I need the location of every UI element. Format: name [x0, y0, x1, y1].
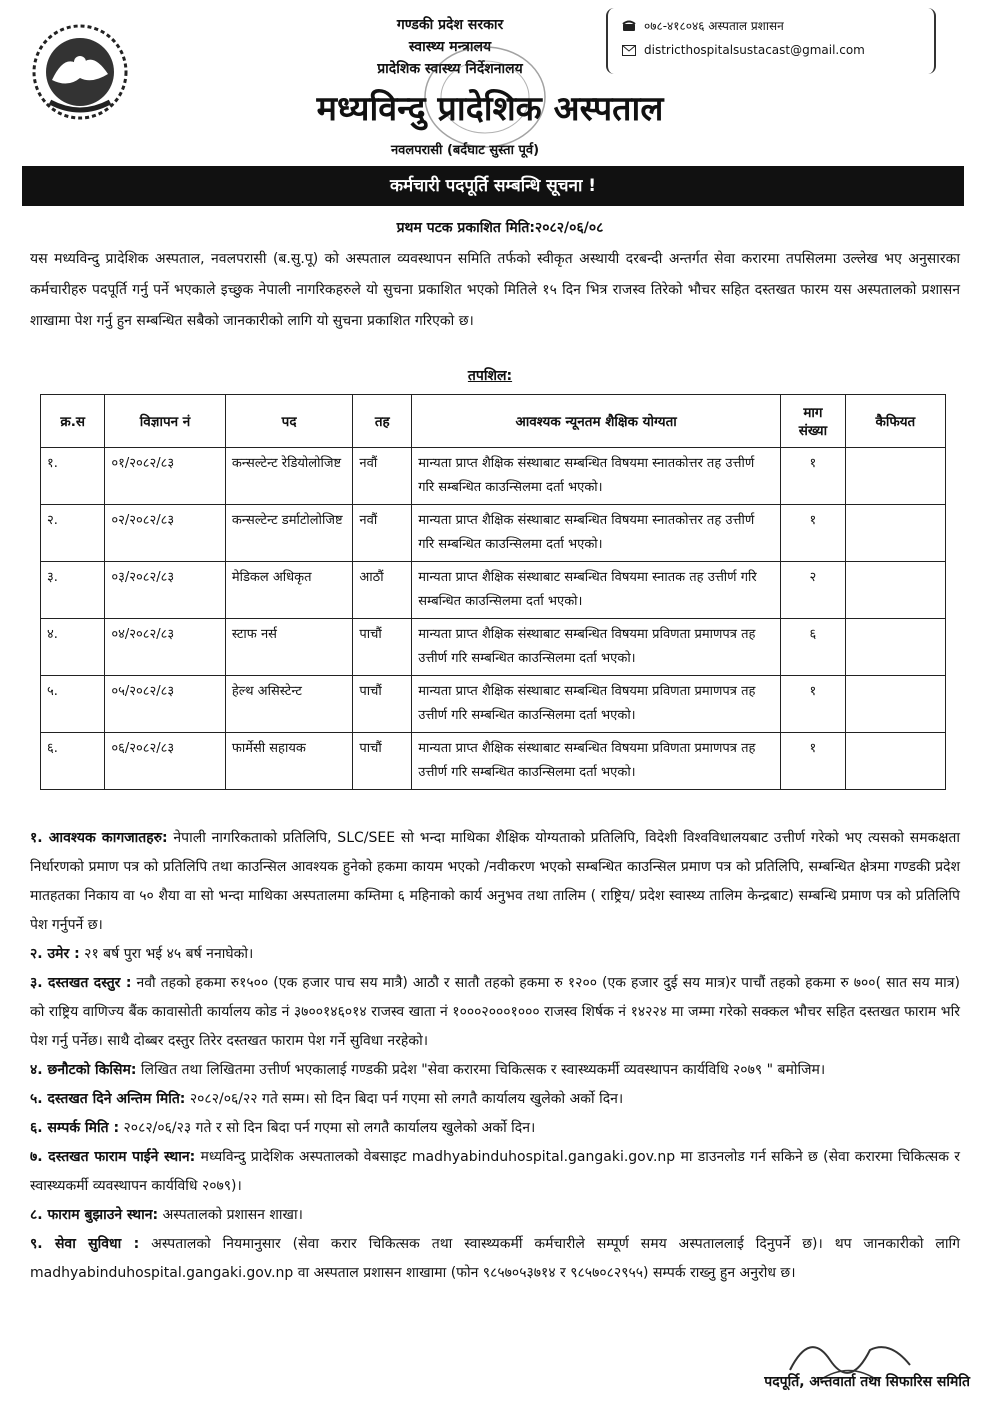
- cell-post: हेल्थ असिस्टेन्ट: [225, 676, 353, 733]
- committee-signature: पदपूर्ति, अन्तवार्ता तथा सिफारिस समिति: [764, 1374, 970, 1390]
- cell-demand: ६: [781, 619, 846, 676]
- notice-banner: कर्मचारी पदपूर्ति सम्बन्धि सूचना !: [22, 166, 964, 206]
- cell-remarks: [845, 619, 945, 676]
- cell-remarks: [845, 562, 945, 619]
- cell-serial: १.: [41, 448, 105, 505]
- cell-qualification: मान्यता प्राप्त शैक्षिक संस्थाबाट सम्बन्धित विषयमा स्नातक तह उत्तीर्ण गरि सम्बन्धित काउन्सिलमा दर्ता भएको।: [412, 562, 781, 619]
- cell-level: नवौं: [353, 505, 412, 562]
- hospital-name: मध्यविन्दु प्रादेशिक अस्पताल: [316, 89, 664, 129]
- note-label: १. आवश्यक कागजातहरु:: [30, 830, 168, 846]
- cell-level: नवौं: [353, 448, 412, 505]
- phone-text: ०७८-४१८०४६ अस्पताल प्रशासन: [644, 19, 784, 33]
- header-remarks: कैफियत: [845, 395, 945, 448]
- table-row: [41, 619, 946, 676]
- gov-line-province: गण्डकी प्रदेश सरकार: [396, 17, 504, 33]
- email-text: districthospitalsustacast@gmail.com: [644, 43, 865, 57]
- cell-demand: १: [781, 448, 846, 505]
- table-row: [41, 505, 946, 562]
- cell-post: स्टाफ नर्स: [225, 619, 353, 676]
- note-text: नवौ तहको हकमा रु१५०० (एक हजार पाच सय मात्रै) आठौ र सातौ तहको हकमा रु १२०० (एक हजार दुई सय मात्र)र पाचौं तहको हकमा रु ७००( सात सय मात्र) को राष्ट्रिय वाणिज्य बैंक कावासोती कार्यालय कोड नं ३७००१४६०१४ राजस्व खाता नं १०००२०००१००० राजस्व शिर्षक नं १४२२४ मा जम्मा गरेको सक्कल भौचर सहित दस्तखत फाराम भरि पेश गर्नु पर्नेछ। साथै दोब्बर दस्तुर तिरेर दस्तखत फाराम पेश गर्ने सुविधा नरहेको।: [30, 975, 960, 1049]
- published-date: प्रथम पटक प्रकाशित मिति:२०८२/०६/०८: [396, 220, 604, 236]
- note-text: २१ बर्ष पुरा भई ४५ बर्ष ननाघेको।: [79, 946, 254, 962]
- cell-demand: १: [781, 733, 846, 790]
- gov-line-ministry: स्वास्थ्य मन्त्रालय: [408, 39, 492, 55]
- table-row: [41, 448, 946, 505]
- phone-row: [622, 14, 920, 38]
- cell-advertisement-no: ०३/२०८२/८३: [105, 562, 226, 619]
- cell-serial: २.: [41, 505, 105, 562]
- table-header-row: [41, 395, 946, 448]
- note-documents: [30, 824, 960, 940]
- note-text: नेपाली नागरिकताको प्रतिलिपि, SLC/SEE सो भन्दा माथिका शैक्षिक योग्यताको प्रतिलिपि, विदेशी विश्वविधालयबाट उत्तीर्ण गरेको भए त्यसको समकक्षता निर्धारणको प्रमाण पत्र को प्रतिलिपि तथा काउन्सिल आवश्यक हुनेको हकमा कायम भएको /नवीकरण भएको सम्बन्धित काउन्सिल प्रमाण पत्र को प्रतिलिपि, सम्बन्धित क्षेत्रमा गण्डकी प्रदेश मातहतका निकाय वा ५० शैया वा सो भन्दा माथिका अस्पतालमा कम्तिमा ६ महिनाको कार्य अनुभव तथा तालिम ( राष्ट्रिय/ प्रदेश स्वास्थ्य तालिम केन्द्रबाट) सम्बन्धि प्रमाण पत्र को प्रतिलिपि पेश गर्नुपर्ने छ।: [30, 830, 961, 933]
- cell-serial: ४.: [41, 619, 105, 676]
- note-label: ६. सम्पर्क मिति :: [30, 1120, 120, 1136]
- cell-level: पाचौं: [353, 619, 412, 676]
- intro-paragraph: यस मध्यविन्दु प्रादेशिक अस्पताल, नवलपरासी (ब.सु.पू) को अस्पताल व्यवस्थापन समिति तर्फको स्वीकृत अस्थायी दरबन्दी अन्तर्गत सेवा करारमा तपसिलमा उल्लेख भए अनुसारका कर्मचारीहरु पदपूर्ति गर्नु पर्ने भएकाले इच्छुक नेपाली नागरिकहरुले यो सुचना प्रकाशित भएको मितिले १५ दिन भित्र राजस्व तिरेको भौचर सहित दस्तखत फारम यस अस्पतालको प्रशासन शाखामा पेश गर्नु हुन सम्बन्धित सबैको जानकारीको लागि यो सुचना प्रकाशित गरिएको छ।: [30, 251, 960, 329]
- cell-qualification: मान्यता प्राप्त शैक्षिक संस्थाबाट सम्बन्धित विषयमा स्नातकोत्तर तह उत्तीर्ण गरि सम्बन्धित काउन्सिलमा दर्ता भएको।: [412, 505, 781, 562]
- header-level: तह: [353, 395, 412, 448]
- note-text: २०८२/०६/२२ गते सम्म। सो दिन बिदा पर्न गएमा सो लगतै कार्यालय खुलेको अर्को दिन।: [185, 1091, 624, 1107]
- table-row: [41, 562, 946, 619]
- envelope-icon: [622, 45, 636, 56]
- gov-line-directorate: प्रादेशिक स्वास्थ्य निर्देशनालय: [377, 61, 523, 77]
- header-serial: क्र.स: [41, 395, 105, 448]
- note-text: अस्पतालको नियमानुसार (सेवा करार चिकित्सक तथा स्वास्थ्यकर्मी कर्मचारीले सम्पूर्ण समय अस्पताललाई दिनुपर्ने छ)। थप जानकारीको लागि madhyabinduhospital.gangaki.gov.np वा अस्पताल प्रशासन शाखामा (फोन ९८५७०५३७१४ र ९८५७०८२९५५) सम्पर्क राख्नु हुन अनुरोध छ।: [30, 1236, 960, 1281]
- cell-level: पाचौं: [353, 676, 412, 733]
- cell-demand: १: [781, 676, 846, 733]
- note-age: [30, 940, 960, 969]
- cell-post: कन्सल्टेन्ट डर्माटोलोजिष्ट: [225, 505, 353, 562]
- cell-advertisement-no: ०२/२०८२/८३: [105, 505, 226, 562]
- cell-post: मेडिकल अधिकृत: [225, 562, 353, 619]
- cell-advertisement-no: ०५/२०८२/८३: [105, 676, 226, 733]
- email-row: [622, 38, 920, 62]
- notes-section: [30, 824, 960, 1288]
- cell-advertisement-no: ०६/२०८२/८३: [105, 733, 226, 790]
- note-label: ३. दस्तखत दस्तुर :: [30, 975, 132, 991]
- note-deadline: [30, 1085, 960, 1114]
- note-submission-place: [30, 1201, 960, 1230]
- cell-remarks: [845, 676, 945, 733]
- header-demand: माग संख्या: [781, 395, 846, 448]
- phone-icon: [622, 20, 636, 32]
- cell-advertisement-no: ०४/२०८२/८३: [105, 619, 226, 676]
- cell-qualification: मान्यता प्राप्त शैक्षिक संस्थाबाट सम्बन्धित विषयमा प्रविणता प्रमाणपत्र तह उत्तीर्ण गरि सम्बन्धित काउन्सिलमा दर्ता भएको।: [412, 619, 781, 676]
- contact-box: [606, 8, 936, 74]
- note-text: अस्पतालको प्रशासन शाखा।: [158, 1207, 303, 1223]
- nepal-emblem-icon: [30, 22, 130, 122]
- schedule-title: तपशिल:: [467, 368, 513, 384]
- note-label: ४. छनौटको किसिम:: [30, 1062, 137, 1078]
- cell-level: आठौं: [353, 562, 412, 619]
- cell-remarks: [845, 733, 945, 790]
- note-text: मध्यविन्दु प्रादेशिक अस्पतालको वेबसाइट madhyabinduhospital.gangaki.gov.np मा डाउनलोड गर्न सकिने छ (सेवा करारमा चिकित्सक र स्वास्थ्यकर्मी व्यवस्थापन कार्यविधि २०७९)।: [30, 1149, 961, 1194]
- cell-serial: ३.: [41, 562, 105, 619]
- note-label: ५. दस्तखत दिने अन्तिम मिति:: [30, 1091, 186, 1107]
- cell-remarks: [845, 505, 945, 562]
- cell-serial: ५.: [41, 676, 105, 733]
- note-selection: [30, 1056, 960, 1085]
- note-fee: [30, 969, 960, 1056]
- note-text: लिखित तथा लिखितमा उत्तीर्ण भएकालाई गण्डकी प्रदेश "सेवा करारमा चिकित्सक र स्वास्थ्यकर्मी व्यवस्थापन कार्यविधि २०७९ " बमोजिम।: [136, 1062, 826, 1078]
- header-qualification: आवश्यक न्यूनतम शैक्षिक योग्यता: [412, 395, 781, 448]
- cell-post: कन्सल्टेन्ट रेडियोलोजिष्ट: [225, 448, 353, 505]
- table-row: [41, 676, 946, 733]
- cell-qualification: मान्यता प्राप्त शैक्षिक संस्थाबाट सम्बन्धित विषयमा प्रविणता प्रमाणपत्र तह उत्तीर्ण गरि सम्बन्धित काउन्सिलमा दर्ता भएको।: [412, 733, 781, 790]
- vacancy-table: [40, 394, 946, 790]
- note-form-source: [30, 1143, 960, 1201]
- header-post: पद: [225, 395, 353, 448]
- cell-demand: २: [781, 562, 846, 619]
- cell-post: फार्मेसी सहायक: [225, 733, 353, 790]
- table-row: [41, 733, 946, 790]
- note-facilities: [30, 1230, 960, 1288]
- cell-remarks: [845, 448, 945, 505]
- header-advertisement-no: विज्ञापन नं: [105, 395, 226, 448]
- note-label: ७. दस्तखत फाराम पाईने स्थान:: [30, 1149, 196, 1165]
- cell-qualification: मान्यता प्राप्त शैक्षिक संस्थाबाट सम्बन्धित विषयमा स्नातकोत्तर तह उत्तीर्ण गरि सम्बन्धित काउन्सिलमा दर्ता भएको।: [412, 448, 781, 505]
- hospital-location: नवलपरासी (बर्दघाट सुस्ता पूर्व): [390, 143, 540, 158]
- cell-qualification: मान्यता प्राप्त शैक्षिक संस्थाबाट सम्बन्धित विषयमा प्रविणता प्रमाणपत्र तह उत्तीर्ण गरि सम्बन्धित काउन्सिलमा दर्ता भएको।: [412, 676, 781, 733]
- note-label: ९. सेवा सुविधा :: [30, 1236, 140, 1252]
- note-text: २०८२/०६/२३ गते र सो दिन बिदा पर्न गएमा सो लगतै कार्यालय खुलेको अर्को दिन।: [119, 1120, 536, 1136]
- note-label: २. उमेर :: [30, 946, 80, 962]
- cell-demand: १: [781, 505, 846, 562]
- note-contact-date: [30, 1114, 960, 1143]
- cell-level: पाचौं: [353, 733, 412, 790]
- cell-advertisement-no: ०१/२०८२/८३: [105, 448, 226, 505]
- cell-serial: ६.: [41, 733, 105, 790]
- note-label: ८. फाराम बुझाउने स्थान:: [30, 1207, 159, 1223]
